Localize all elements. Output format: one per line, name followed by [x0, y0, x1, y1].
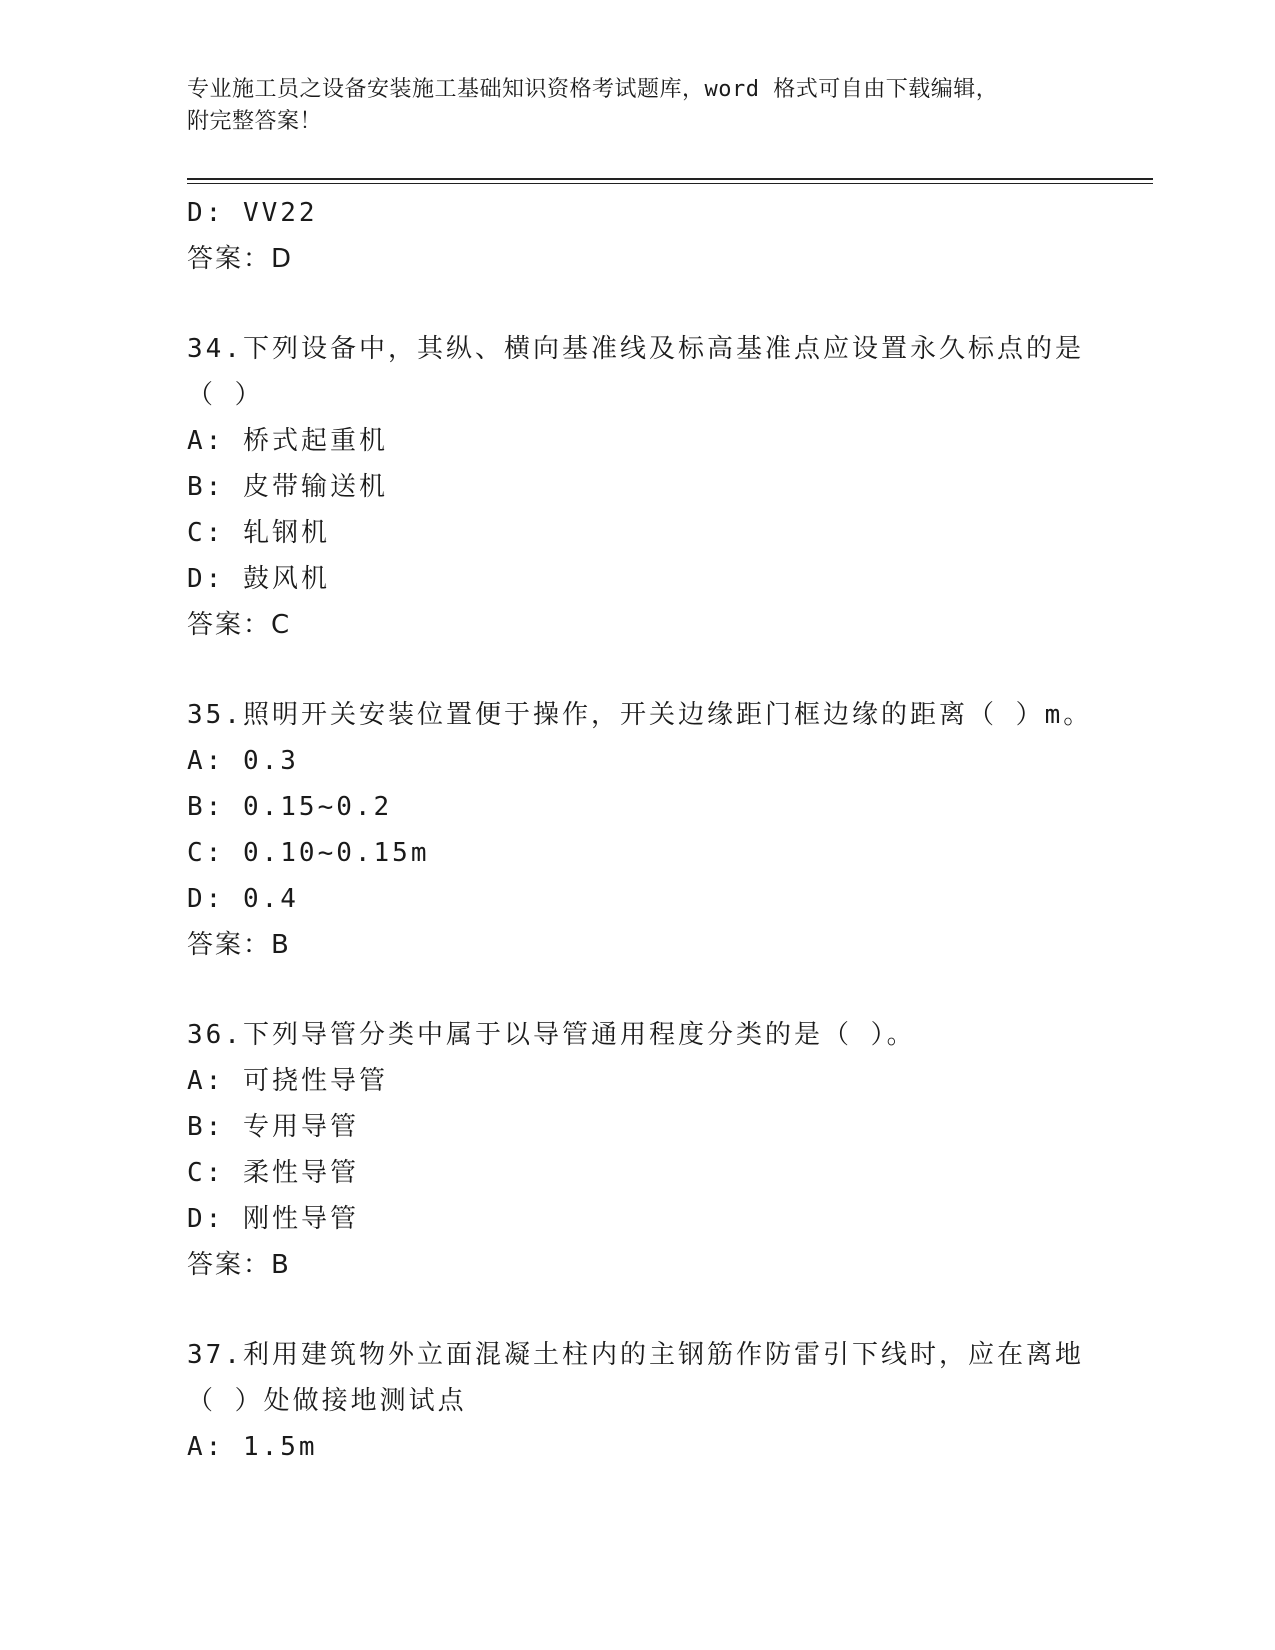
option-c: C: 柔性导管: [187, 1158, 359, 1188]
option-b: B: 皮带输送机: [187, 472, 388, 502]
question-stem: 37.利用建筑物外立面混凝土柱内的主钢筋作防雷引下线时，应在离地: [187, 1340, 1084, 1370]
option-a: A: 1.5m: [187, 1432, 318, 1462]
option-d: D: 鼓风机: [187, 564, 330, 594]
question-stem-cont: （ ）处做接地测试点: [187, 1386, 467, 1416]
question-35: [187, 692, 1147, 968]
option-b: B: 专用导管: [187, 1112, 359, 1142]
question-36: [187, 1012, 1147, 1288]
question-stem: 34.下列设备中，其纵、横向基准线及标高基准点应设置永久标点的是: [187, 334, 1084, 364]
question-stem: 35.照明开关安装位置便于操作，开关边缘距门框边缘的距离（ ）m。: [187, 700, 1093, 730]
answer: 答案：B: [187, 1250, 291, 1280]
answer: 答案：B: [187, 930, 291, 960]
header-divider-thick: [187, 178, 1153, 180]
option-d: D: VV22: [187, 198, 318, 228]
option-b: B: 0.15~0.2: [187, 792, 393, 822]
option-a: A: 0.3: [187, 746, 299, 776]
option-d: D: 0.4: [187, 884, 299, 914]
answer: 答案：C: [187, 610, 292, 640]
question-stem-cont: （ ）: [187, 380, 264, 410]
header-line-2: 附完整答案！: [187, 109, 323, 134]
header-line-1: 专业施工员之设备安装施工基础知识资格考试题库，word 格式可自由下载编辑，: [187, 77, 999, 102]
option-c: C: 轧钢机: [187, 518, 330, 548]
answer: 答案：D: [187, 244, 294, 274]
question-37: [187, 1332, 1147, 1470]
option-a: A: 可挠性导管: [187, 1066, 388, 1096]
option-a: A: 桥式起重机: [187, 426, 388, 456]
question-34: [187, 326, 1147, 648]
header-divider-thin: [187, 183, 1153, 184]
document-header: [187, 74, 1067, 138]
option-c: C: 0.10~0.15m: [187, 838, 430, 868]
option-d: D: 刚性导管: [187, 1204, 359, 1234]
question-list: [187, 190, 1147, 1470]
question-stem: 36.下列导管分类中属于以导管通用程度分类的是（ ）。: [187, 1020, 916, 1050]
